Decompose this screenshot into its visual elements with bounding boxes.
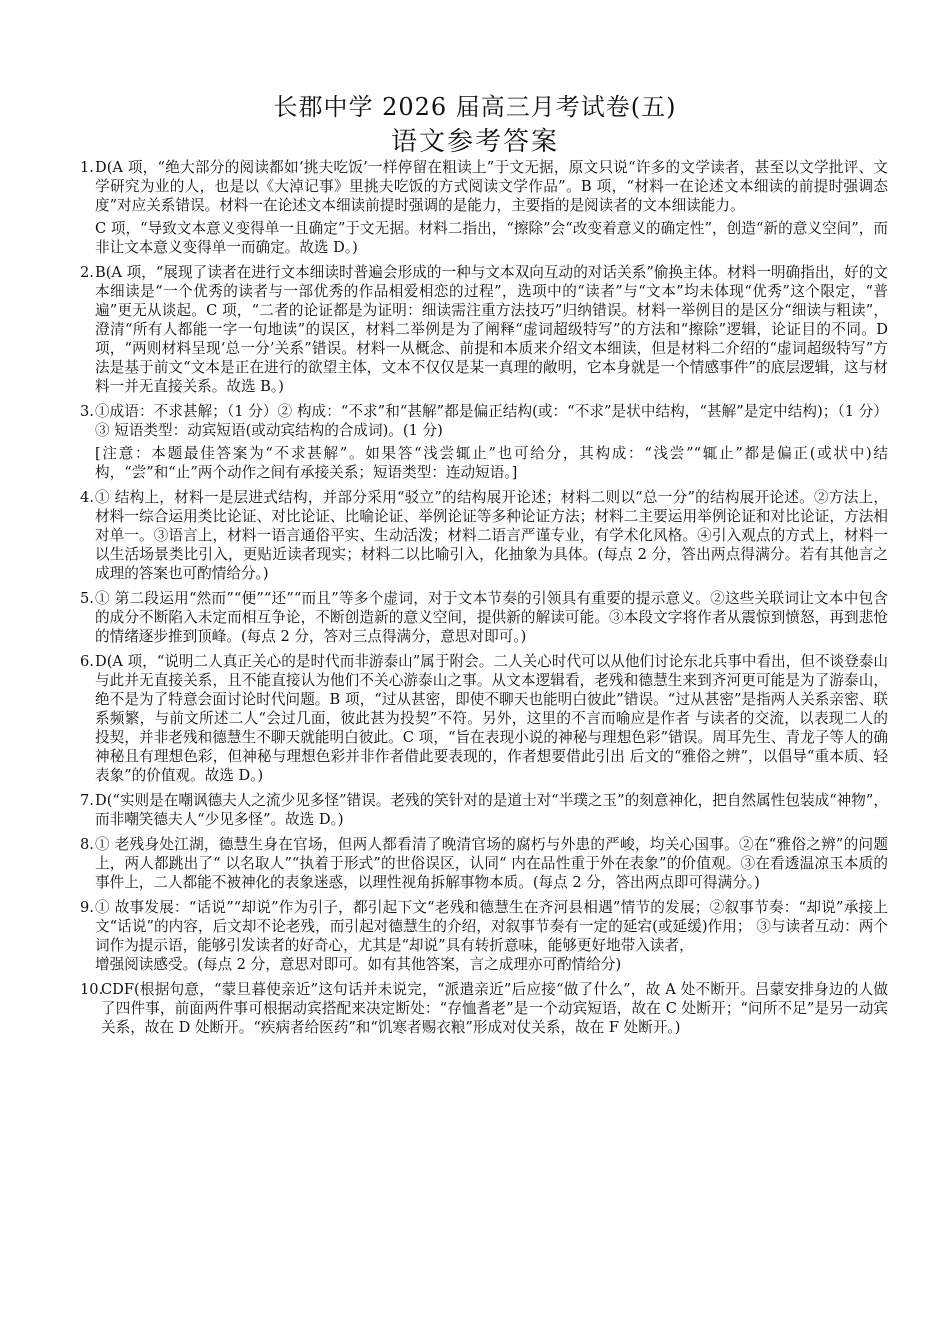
answer-text: ① 故事发展：“话说”“却说”作为引子，都引起下文“老残和德慧生在齐河县相遇”情节的发展；②叙事节奏：“却说”承接上文“话说”的内容，后文却不论老残，而引起对德慧生的介绍，对叙事节奏有一定的延宕(或延缓)作用； ③与读者互动：两个词作为提示语，能够引发读者的好奇心，尤其是“却说”具有转折意味，能够更好地带入读者，: [95, 899, 888, 954]
exam-title: 长郡中学 2026 届高三月考试卷(五): [273, 93, 677, 121]
answer-item-7: [80, 791, 888, 829]
answer-item-8: [80, 835, 888, 892]
answer-item-9: [80, 898, 888, 974]
answer-number: 9.: [80, 899, 94, 916]
answer-text: B(A 项，“展现了读者在进行文本细读时普遍会形成的一种与文本双向互动的对话关系”偷换主体。材料一明确指出，好的文本细读是“一个优秀的读者与一部优秀的作品相爱相恋的过程”，选项中的“读者”与“文本”均未体现“优秀”这个限定，“普遍”更无从谈起。C 项，“二者的论证都是为证明：细读需注重方法技巧”归纳错误。材料一举例目的是区分“细读与粗读”，澄清“所有人都能一字一句地读”的误区，材料二举例是为了阐释“虚词超级特写”的方法和“擦除”逻辑，论证目的不同。D 项，“两则材料呈现‘总一分’关系”错误。材料一从概念、前提和本质来介绍文本细读，但是材料二介绍的“虚词超级特写”方法是基于前文“文本是正在进行的欲望主体，文本不仅仅是某一真理的敞明，它本身就是一个情感事件”的底层逻辑，这与材料一并无直接关系。故选 B。): [95, 264, 888, 395]
answer-text: D(A 项，“绝大部分的阅读都如‘挑夫吃饭’一样停留在粗读上”于文无据，原文只说“许多的文学读者，甚至以文学批评、文学研究为业的人，也是以《大淖记事》里挑夫吃饭的方式阅读文学作品”。B 项，“材料一在论述文本细读的前提时强调态度”对应关系错误。材料一在论述文本细读前提时强调的是能力，主要指的是阅读者的文本细读能力。: [95, 159, 888, 214]
answer-number: 5.: [80, 590, 94, 607]
answer-text: ① 老残身处江湖，德慧生身在官场，但两人都看清了晚清官场的腐朽与外患的严峻，均关心国事。②在“雅俗之辨”的问题上，两人都跳出了“ 以名取人”“执着于形式”的世俗误区，认同“ 内在品性重于外在表象”的价值观。③在看透温凉玉本质的事件上，二人都能不被神化的表象迷惑，以理性视角拆解事物本质。(每点 2 分，答出两点即可得满分。): [95, 836, 888, 891]
answer-text: CDF(根据句意，“蒙旦暮使亲近”这句话并未说完，“派遣亲近”后应接“做了什么”，故 A 处不断开。吕蒙安排身边的人做了四件事，前面两件事可根据动宾搭配来决定断处：“存恤耆老”是一个动宾短语，故在 C 处断开；“问所不足”是另一动宾关系，故在 D 处断开。“疾病者给医药”和“饥寒者赐衣粮”形成对仗关系，故在 F 处断开。): [101, 981, 888, 1036]
answer-text: D(A 项，“说明二人真正关心的是时代而非游泰山”属于附会。二人关心时代可以从他们讨论东北兵事中看出，但不谈登泰山与此并无直接关系，且不能直接认为他们不关心游泰山之事。从文本逻辑看，老残和德慧生来到齐河更可能是为了游泰山，绝不是为了特意会面讨论时代问题。B 项，“过从甚密，即使不聊天也能明白彼此”错误。“过从甚密”是指两人关系亲密、联系频繁，与前文所述二人“会过几面，彼此甚为投契”不符。另外，这里的不言而喻应是作者 与读者的交流，以表现二人的投契，并非老残和德慧生不聊天就能明白彼此。C 项，“旨在表现小说的神秘与理想色彩”错误。周耳先生、青龙子等人的确神秘且有理想色彩，但神秘与理想色彩并非作者借此要表现的，作者想要借此引出 后文的“雅俗之辨”，以倡导“重本质、轻表象”的价值观。故选 D。): [95, 653, 888, 784]
answer-note: [注意：本题最佳答案为“不求甚解”。如果答“浅尝辄止”也可给分，其构成：“浅尝”“辄止”都是偏正(或状中)结构，“尝”和“止”两个动作之间有承接关系；短语类型：连动短语。]: [95, 445, 888, 481]
answer-list: [80, 158, 888, 1043]
answer-number: 7.: [80, 792, 94, 809]
answer-item-10: [80, 980, 888, 1037]
answer-item-1: [80, 158, 888, 257]
answer-number: 3.: [80, 403, 94, 420]
answer-text: C 项，“导致文本意义变得单一且确定”于文无据。材料二指出，“擦除”会“改变着意义的确定性”，创造“新的意义空间”，而非让文本意义变得单一而确定。故选 D。): [95, 220, 888, 256]
answer-text: ① 第二段运用“然而”“便”“还”“而且”等多个虚词，对于文本节奏的引领具有重要的提示意义。②这些关联词让文本中包含的成分不断陷入未定而相互争论，不断创造新的意义空间，提供新的解读可能。③本段文字将作者从震惊到愤怒，再到悲怆的情绪逐步推到顶峰。(每点 2 分，答对三点得满分，意思对即可。): [95, 590, 888, 645]
answer-item-4: [80, 488, 888, 583]
answer-item-2: [80, 263, 888, 396]
answer-item-6: [80, 652, 888, 785]
answer-item-5: [80, 589, 888, 646]
answer-number: 4.: [80, 489, 94, 506]
answer-text: ①成语：不求甚解；（1 分）② 构成：“不求”和“甚解”都是偏正结构(或：“不求”是状中结构，“甚解”是定中结构)；（1 分）③ 短语类型：动宾短语(或动宾结构的合成词)。(1 分): [95, 403, 888, 439]
answer-key-title: 语文参考答案: [390, 127, 559, 157]
answer-text: 增强阅读感受。(每点 2 分，意思对即可。如有其他答案，言之成理亦可酌情给分): [95, 956, 622, 973]
answer-number: 1.: [80, 159, 94, 176]
answer-number: 8.: [80, 836, 94, 853]
answer-number: 2.: [80, 264, 94, 281]
answer-item-3: [80, 402, 888, 482]
answer-number: 6.: [80, 653, 94, 670]
answer-text: D(“实则是在嘲讽德夫人之流少见多怪”错误。老残的笑针对的是道士对“半璞之玉”的刻意神化，把自然属性包装成“神物”，而非嘲笑德夫人“少见多怪”。故选 D。): [95, 792, 888, 828]
answer-number: 10.: [80, 981, 104, 998]
answer-text: ① 结构上，材料一是层进式结构，并部分采用“驳立”的结构展开论述；材料二则以“总一分”的结构展开论述。②方法上，材料一综合运用类比论证、对比论证、比喻论证、举例论证等多种论证方法；材料二主要运用举例论证和对比论证，方法相对单一。③语言上，材料一语言通俗平实、生动活泼；材料二语言严谨专业，有学术化风格。④引入观点的方式上，材料一以生活场景类比引入，更贴近读者现实；材料二以比喻引入，化抽象为具体。(每点 2 分，答出两点得满分。若有其他言之成理的答案也可酌情给分。): [95, 489, 888, 582]
